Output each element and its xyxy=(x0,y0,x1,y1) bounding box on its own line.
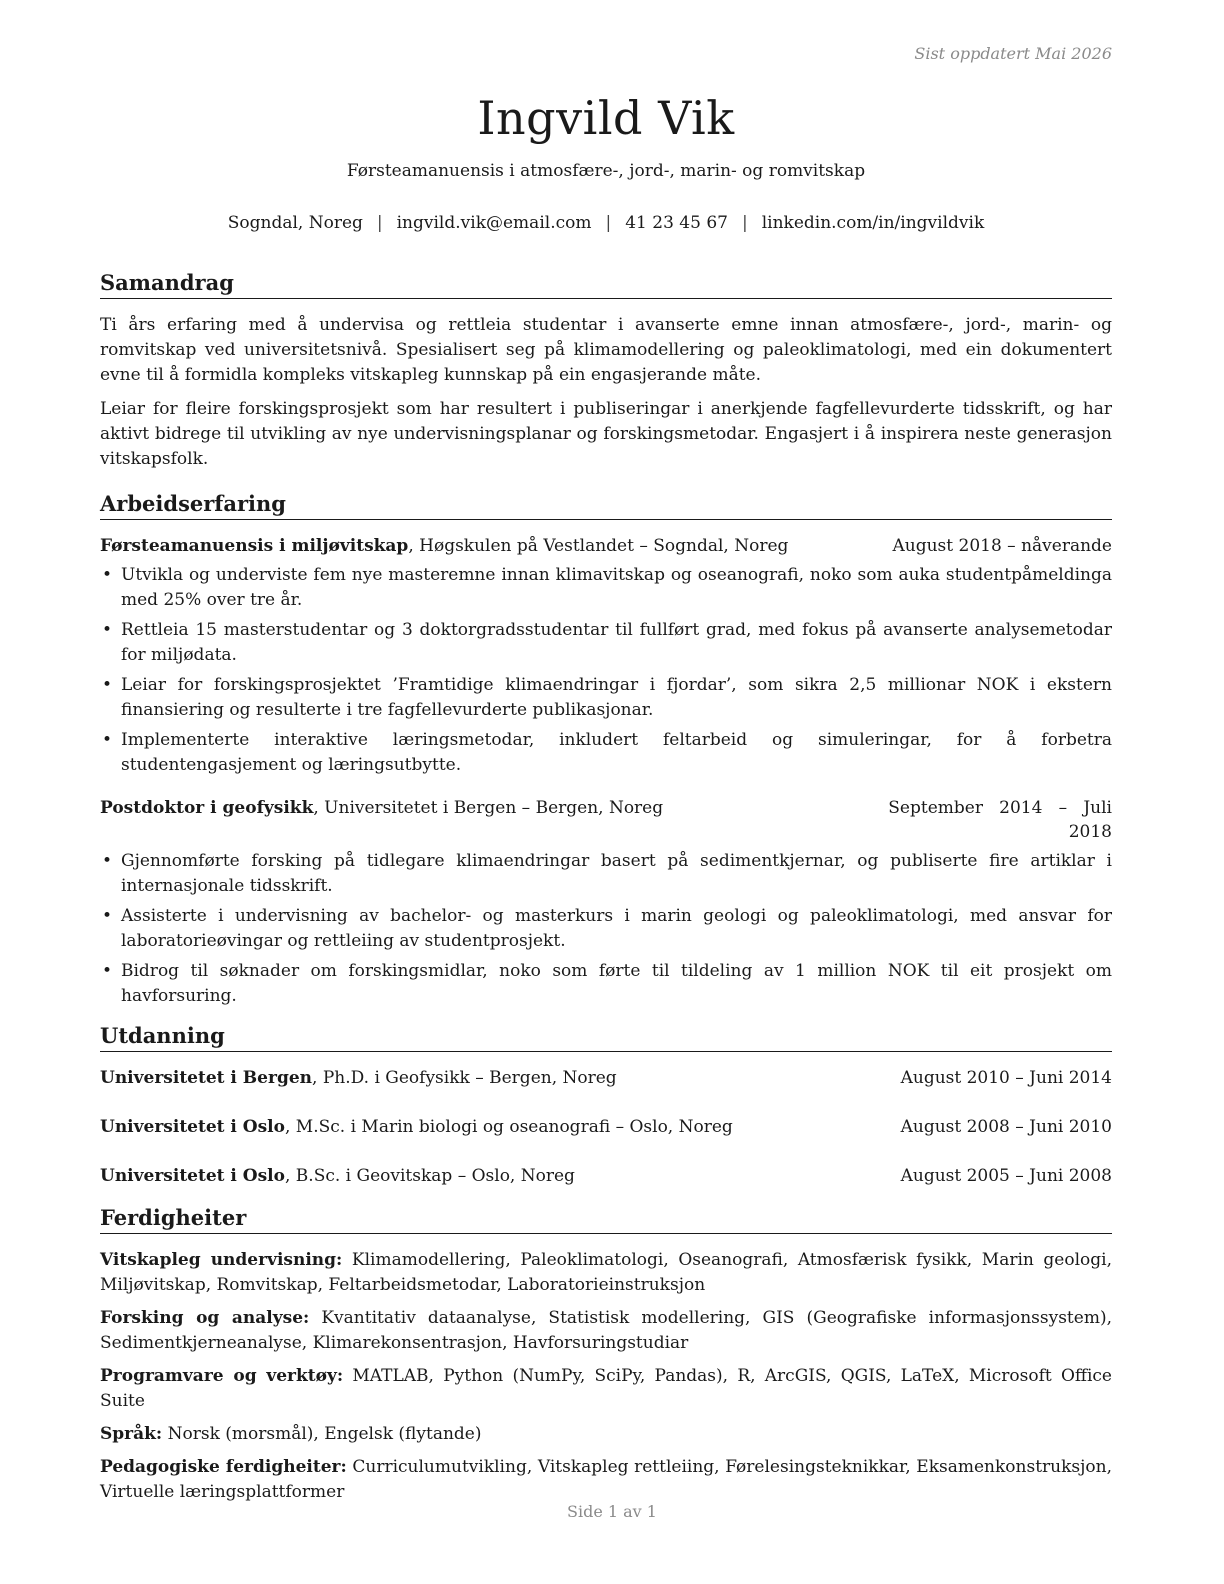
section-title-summary: Samandrag xyxy=(100,269,1112,299)
section-title-education: Utdanning xyxy=(100,1022,1112,1052)
skill-group xyxy=(100,1364,1112,1414)
contact-separator: | xyxy=(605,213,612,233)
job-header xyxy=(100,534,1112,558)
job-dates-line: September 2014 – Juli xyxy=(888,798,1112,818)
job-bullets xyxy=(100,849,1112,1009)
candidate-name: Ingvild Vik xyxy=(477,91,735,145)
summary-paragraph: Leiar for fleire forskingsprosjekt som har resultert i publiseringar i anerkjende fagfellevurderte tidsskrift, og har aktivt bidrege til utvikling av nye undervisningsplanar og forskingsmetodar. Engasjert i å inspirera neste generasjon vitskapsfolk. xyxy=(100,399,1112,469)
job-org: , Universitetet i Bergen – Bergen, Noreg xyxy=(313,798,664,818)
education-dates: August 2010 – Juni 2014 xyxy=(900,1068,1112,1088)
cv-page xyxy=(100,0,1112,1513)
job-bullet: • Rettleia 15 masterstudentar og 3 doktorgradsstudentar til fullført grad, med fokus på avanserte analysemetodar for miljødata. xyxy=(100,618,1112,668)
skill-label: Pedagogiske ferdigheiter: xyxy=(100,1457,347,1477)
education-dates: August 2005 – Juni 2008 xyxy=(900,1166,1112,1186)
education-section xyxy=(100,1022,1112,1188)
skill-group xyxy=(100,1422,1112,1447)
contact-linkedin[interactable]: linkedin.com/in/ingvildvik xyxy=(761,213,985,233)
job-dates-line: 2018 xyxy=(1068,822,1112,842)
education-entry xyxy=(100,1164,1112,1188)
skill-group xyxy=(100,1455,1112,1505)
experience-section xyxy=(100,490,1112,1009)
education-degree: , M.Sc. i Marin biologi og oseanografi – Oslo, Noreg xyxy=(284,1117,733,1137)
education-entry xyxy=(100,1066,1112,1090)
summary-paragraph: Ti års erfaring med å undervisa og rettleia studentar i avanserte emne innan atmosfære-, jord-, marin- og romvitskap ved universitetsnivå. Spesialisert seg på klimamodellering og paleoklimatologi, med ein dokumentert evne til å formidla kompleks vitskapleg kunnskap på ein engasjerande måte. xyxy=(100,315,1112,385)
job-role: Postdoktor i geofysikk xyxy=(100,798,314,818)
job-role-org xyxy=(100,796,663,844)
education-school-degree xyxy=(100,1066,617,1090)
education-school-degree xyxy=(100,1115,733,1139)
contact-location: Sogndal, Noreg xyxy=(227,213,363,233)
job-entry xyxy=(100,796,1112,1009)
job-bullet: • Implementerte interaktive læringsmetodar, inkludert feltarbeid og simuleringar, for å forbetra studentengasjement og læringsutbytte. xyxy=(100,728,1112,778)
section-title-skills: Ferdigheiter xyxy=(100,1204,1112,1234)
job-dates: August 2018 – nåverande xyxy=(892,536,1112,556)
job-bullet: • Gjennomførte forsking på tidlegare klimaendringar basert på sedimentkjernar, og publiserte fire artiklar i internasjonale tidsskrift. xyxy=(100,849,1112,899)
job-header xyxy=(100,796,1112,844)
summary-section xyxy=(100,269,1112,472)
job-bullet: • Utvikla og underviste fem nye masteremne innan klimavitskap og oseanografi, noko som auka studentpåmeldinga med 25% over tre år. xyxy=(100,563,1112,613)
job-bullets xyxy=(100,563,1112,778)
contact-phone[interactable]: 41 23 45 67 xyxy=(625,213,728,233)
contact-line xyxy=(100,211,1112,235)
skill-label: Forsking og analyse: xyxy=(100,1308,310,1328)
candidate-title: Førsteamanuensis i atmosfære-, jord-, marin- og romvitskap xyxy=(346,161,866,181)
job-org: , Høgskulen på Vestlandet – Sogndal, Noreg xyxy=(408,536,789,556)
skill-text: Klimamodellering, Paleoklimatologi, Oseanografi, Atmosfærisk fysikk, Marin geologi, Miljøvitskap, Romvitskap, Feltarbeidsmetodar, Laboratorieinstruksjon xyxy=(100,1250,1112,1295)
contact-separator: | xyxy=(376,213,383,233)
job-bullet: • Leiar for forskingsprosjektet ’Framtidige klimaendringar i fjordar’, som sikra 2,5 millionar NOK i ekstern finansiering og resulterte i tre fagfellevurderte publikasjonar. xyxy=(100,673,1112,723)
section-title-experience: Arbeidserfaring xyxy=(100,490,1112,520)
page-number: Side 1 av 1 xyxy=(567,1502,657,1521)
education-degree: , Ph.D. i Geofysikk – Bergen, Noreg xyxy=(312,1068,617,1088)
education-dates: August 2008 – Juni 2010 xyxy=(900,1117,1112,1137)
job-entry xyxy=(100,534,1112,778)
education-entry xyxy=(100,1115,1112,1139)
contact-email[interactable]: ingvild.vik@email.com xyxy=(396,213,592,233)
education-school: Universitetet i Oslo xyxy=(100,1166,285,1186)
education-school: Universitetet i Bergen xyxy=(100,1068,313,1088)
skill-group xyxy=(100,1306,1112,1356)
last-updated-note: Sist oppdatert Mai 2026 xyxy=(914,44,1112,63)
job-dates xyxy=(888,796,1112,844)
education-degree: , B.Sc. i Geovitskap – Oslo, Noreg xyxy=(284,1166,575,1186)
skill-text: MATLAB, Python (NumPy, SciPy, Pandas), R, ArcGIS, QGIS, LaTeX, Microsoft Office Suite xyxy=(100,1366,1112,1411)
skill-label: Programvare og verktøy: xyxy=(100,1366,344,1386)
skill-text: Curriculumutvikling, Vitskapleg rettleiing, Førelesingsteknikkar, Eksamenkonstruksjon, Virtuelle læringsplattformer xyxy=(100,1457,1112,1502)
job-role: Førsteamanuensis i miljøvitskap xyxy=(100,536,409,556)
skill-text: Norsk (morsmål), Engelsk (flytande) xyxy=(162,1424,482,1444)
skill-text: Kvantitativ dataanalyse, Statistisk modellering, GIS (Geografiske informasjonssystem), Sedimentkjerneanalyse, Klimarekonsentrasjon, Havforsuringstudiar xyxy=(100,1308,1112,1353)
job-bullet: • Bidrog til søknader om forskingsmidlar, noko som førte til tildeling av 1 million NOK til eit prosjekt om havforsuring. xyxy=(100,959,1112,1009)
education-school: Universitetet i Oslo xyxy=(100,1117,285,1137)
skills-section xyxy=(100,1204,1112,1505)
contact-separator: | xyxy=(741,213,748,233)
skill-label: Språk: xyxy=(100,1424,163,1444)
skill-group xyxy=(100,1248,1112,1298)
education-school-degree xyxy=(100,1164,575,1188)
skill-label: Vitskapleg undervisning: xyxy=(100,1250,343,1270)
job-bullet: • Assisterte i undervisning av bachelor- og masterkurs i marin geologi og paleoklimatologi, med ansvar for laboratorieøvingar og rettleiing av studentprosjekt. xyxy=(100,904,1112,954)
job-role-org xyxy=(100,534,788,558)
